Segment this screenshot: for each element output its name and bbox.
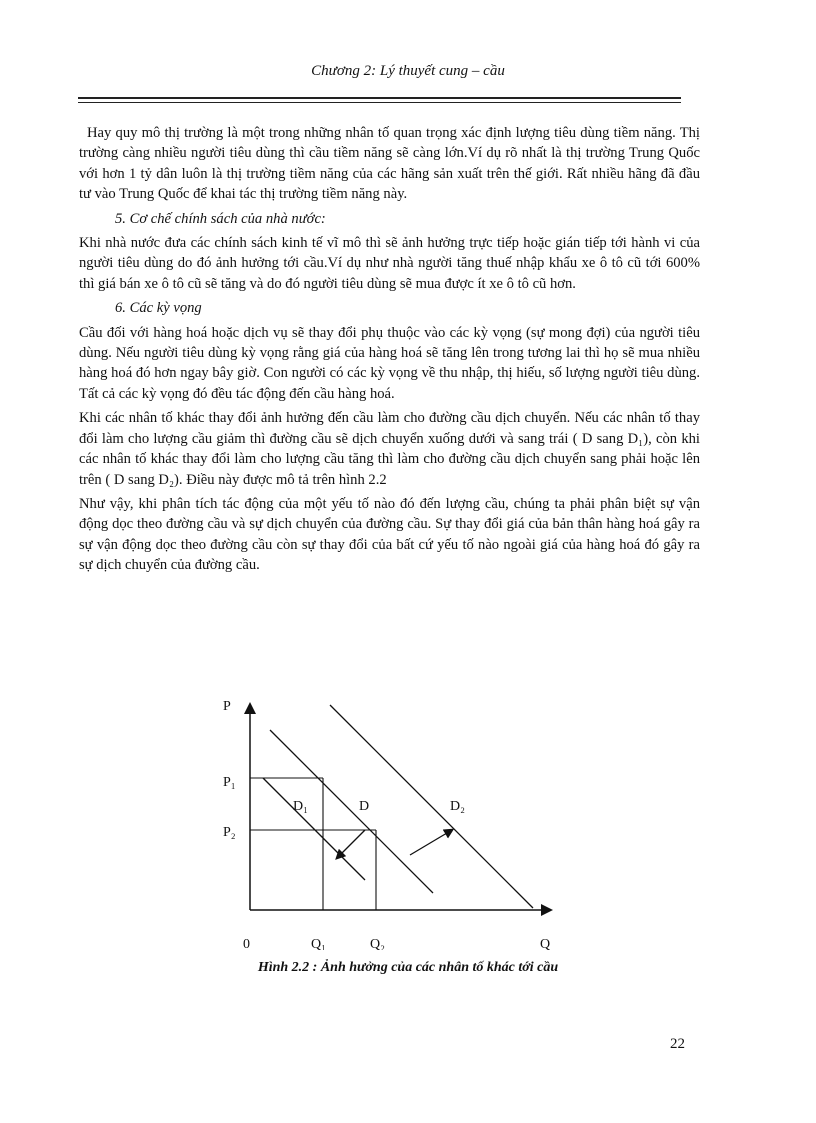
p2-label: P₂ [223,825,236,840]
header-rule-thick [78,97,681,99]
header-rule-thin [78,102,681,103]
origin-label: 0 [243,937,250,950]
curve-d1-label: D₁ [293,799,308,814]
y-axis-label: P [223,699,231,714]
chapter-header: Chương 2: Lý thuyết cung – cầu [311,63,505,79]
heading-government-policy: 5. Cơ chế chính sách của nhà nước: [115,210,326,227]
paragraph-expectations: Cầu đối với hàng hoá hoặc dịch vụ sẽ thay đổi phụ thuộc vào các kỳ vọng (sự mong đợi) của người tiêu dùng. Nếu người tiêu dùng kỳ vọng rằng giá của hàng hoá sẽ tăng lên trong tương lai thì họ sẽ mua nhiều hàng hoá đó hơn ngay bây giờ. Con người có các kỳ vọng về thu nhập, thị hiếu, số lượng người tiêu dùng. Tất cả các kỳ vọng đó đều tác động đến cầu hàng hoá. [79,324,700,402]
q2-label: Q₂ [370,937,385,950]
paragraph-demand-shift: Khi các nhân tố khác thay đổi ảnh hưởng đến cầu làm cho đường cầu dịch chuyển. Nếu các nhân tố thay đổi làm cho lượng cầu giảm thì đường cầu sẽ dịch chuyển xuống dưới và sang trái ( D sang D₁), còn khi các nhân tố khác thay đổi làm cho lượng cầu tăng thì làm cho đường cầu dịch chuyển sang phải hoặc lên trên ( D sang D₂). Điều này được mô tả trên hình 2.2 [79,410,700,488]
q1-label: Q₁ [311,937,326,950]
paragraph-market-size: Hay quy mô thị trường là một trong những nhân tố quan trọng xác định lượng tiêu dùng tiềm năng. Thị trường càng nhiều người tiêu dùng thì cầu tiềm năng sẽ càng lớn.Ví dụ rõ nhất là thị trường Trung Quốc với hơn 1 tỷ dân luôn là thị trường tiềm năng của các hãng sản xuất trên thế giới. Rất nhiều hãng đã đầu tư vào Trung Quốc để khai tác thị trường tiềm năng này. [79,125,700,203]
demand-curve-d1 [263,778,365,880]
p1-label: P₁ [223,775,236,790]
curve-d2-label: D₂ [450,799,465,814]
body-text [79,123,700,580]
heading-expectations: 6. Các kỳ vọng [115,300,202,317]
figure-caption: Hình 2.2 : Ảnh hưởng của các nhân tố khác tới cầu [257,960,559,975]
paragraph-movement-vs-shift: Như vậy, khi phân tích tác động của một yếu tố nào đó đến lượng cầu, chúng ta phải phân biệt sự vận động dọc theo đường cầu và sự dịch chuyển của đường cầu. Sự thay đổi giá của bản thân hàng hoá gây ra sự vận động dọc theo đường cầu còn sự thay đổi của bất cứ yếu tố nào ngoài giá của hàng hoá đó gây ra sự dịch chuyển của đường cầu. [79,495,700,574]
shift-right-arrow [410,830,452,855]
paragraph-government-policy: Khi nhà nước đưa các chính sách kinh tế vĩ mô thì sẽ ảnh hưởng trực tiếp hoặc gián tiếp tới hành vi của người tiêu dùng do đó ảnh hưởng tới cầu.Ví dụ như nhà người tăng thuế nhập khẩu xe ô tô cũ tới 600% thì giá bán xe ô tô cũ sẽ tăng và do đó người tiêu dùng sẽ mua được ít xe ô tô cũ hơn. [79,235,700,292]
x-axis-label: Q [540,937,551,950]
shift-left-arrow [337,830,365,858]
page-number: 22 [670,1036,685,1052]
demand-shift-diagram [215,690,575,950]
curve-d-label: D [359,799,370,814]
